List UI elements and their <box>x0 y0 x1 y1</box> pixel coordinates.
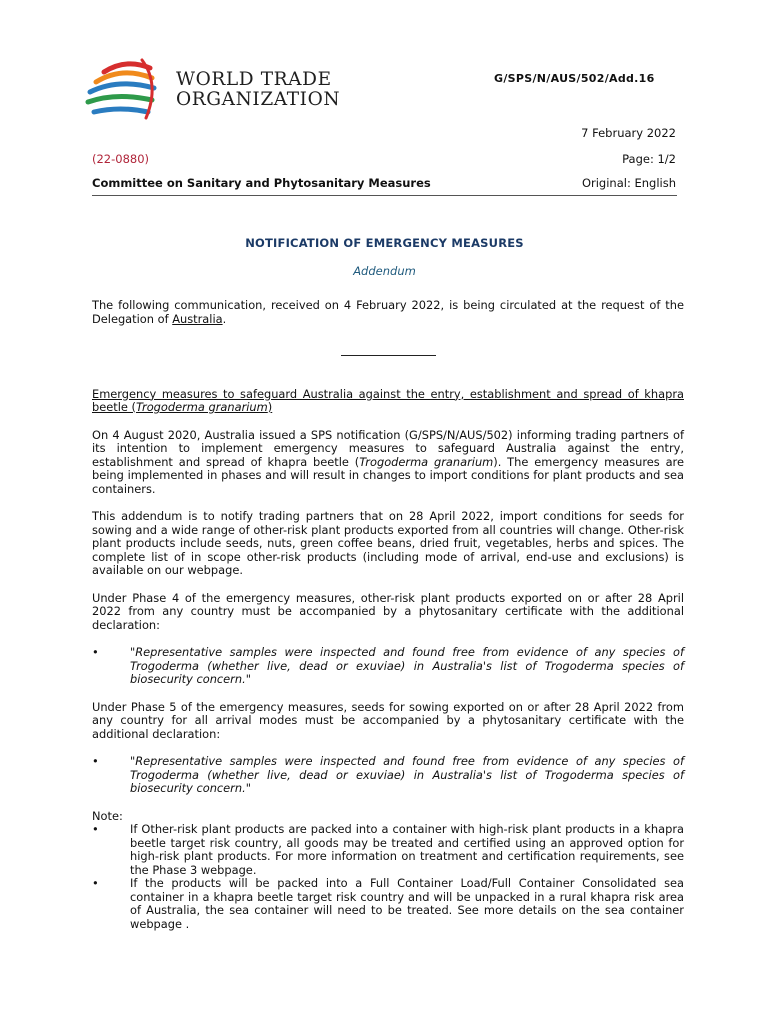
section-title-end: ) <box>267 400 273 414</box>
declaration-1-text: "Representative samples were inspected and found free from evidence of any species of Trogoderma (whether live, dead or exuviae) in Australia's list of Trogoderma species of biosecurity concern." <box>130 645 684 686</box>
paragraph-2: This addendum is to notify trading partners that on 28 April 2022, import conditions for seeds for sowing and a wide range of other-risk plant products exported from all countries will change. Other-risk plant products include seeds, nuts, green coffee beans, dried fruit, vegetables, herbs and spices. The complete list of in scope other-risk products (including mode of arrival, end-use and exclusions) is available on our webpage. <box>92 509 684 577</box>
section-title-text: Emergency measures to safeguard Australia against the entry, establishment and spread of khapra beetle ( <box>92 386 684 414</box>
note-item <box>92 877 684 931</box>
committee-name: Committee on Sanitary and Phytosanitary Measures <box>92 176 431 190</box>
section-title-species: Trogoderma granarium <box>135 400 268 414</box>
intro-paragraph <box>92 299 684 326</box>
bullet-icon: • <box>92 754 99 768</box>
paragraph-3: Under Phase 4 of the emergency measures, other-risk plant products exported on or after 28 April 2022 from any country must be accompanied by a phytosanitary certificate with the additional declaration: <box>92 590 684 632</box>
section-title <box>92 388 684 415</box>
header-divider <box>92 195 677 196</box>
document-symbol: G/SPS/N/AUS/502/Add.16 <box>494 72 655 85</box>
delegation-country: Australia <box>172 311 223 326</box>
note-item-text: If the products will be packed into a Full Container Load/Full Container Consolidated sea container in a khapra beetle target risk country and will be unpacked in a rural khapra risk area of Australia, the sea container will need to be treated. See more details on the sea container webpage . <box>130 876 684 931</box>
intro-text: The following communication, received on 4 February 2022, is being circulated at the request of the Delegation of <box>92 298 684 326</box>
declaration-2-text: "Representative samples were inspected and found free from evidence of any species of Trogoderma (whether live, dead or exuviae) in Australia's list of Trogoderma species of biosecurity concern." <box>130 754 684 795</box>
note-item <box>92 823 684 877</box>
declaration-2 <box>92 755 684 796</box>
declaration-1 <box>92 646 684 687</box>
paragraph-1-species: Trogoderma granarium <box>359 454 494 469</box>
bullet-icon: • <box>92 822 99 836</box>
document-body <box>92 299 684 931</box>
page-title: NOTIFICATION OF EMERGENCY MEASURES <box>245 236 524 250</box>
document-date: 7 February 2022 <box>581 126 676 140</box>
note-list <box>92 823 684 931</box>
document-number: (22-0880) <box>92 152 150 166</box>
page-subtitle: Addendum <box>353 264 416 278</box>
wto-logo-icon <box>84 56 164 128</box>
bullet-icon: • <box>92 876 99 890</box>
note-label: Note: <box>92 808 123 823</box>
organization-name <box>176 70 340 110</box>
page-number: Page: 1/2 <box>622 152 676 166</box>
paragraph-1 <box>92 429 684 497</box>
paragraph-1-end: ). The emergency measures are being implemented in phases and will result in changes to import conditions for plant products and sea containers. <box>92 454 684 496</box>
section-separator <box>92 346 684 360</box>
org-name-line-1: WORLD TRADE <box>176 69 332 90</box>
bullet-icon: • <box>92 645 99 659</box>
org-name-line-2: ORGANIZATION <box>176 89 341 110</box>
paragraph-1-text: On 4 August 2020, Australia issued a SPS notification (G/SPS/N/AUS/502) informing trading partners of its intention to implement emergency measures to safeguard Australia against the entry, establishment and spread of khapra beetle ( <box>92 427 684 469</box>
paragraph-4: Under Phase 5 of the emergency measures, seeds for sowing exported on or after 28 April 2022 from any country for all arrival modes must be accompanied by a phytosanitary certificate with the additional declaration: <box>92 699 684 741</box>
note-item-text: If Other-risk plant products are packed into a container with high-risk plant products in a khapra beetle target risk country, all goods may be treated and certified using an approved option for high-risk plant products. For more information on treatment and certification requirements, see the Phase 3 webpage. <box>130 822 684 877</box>
intro-end: . <box>222 311 227 326</box>
original-language: Original: English <box>581 176 676 190</box>
